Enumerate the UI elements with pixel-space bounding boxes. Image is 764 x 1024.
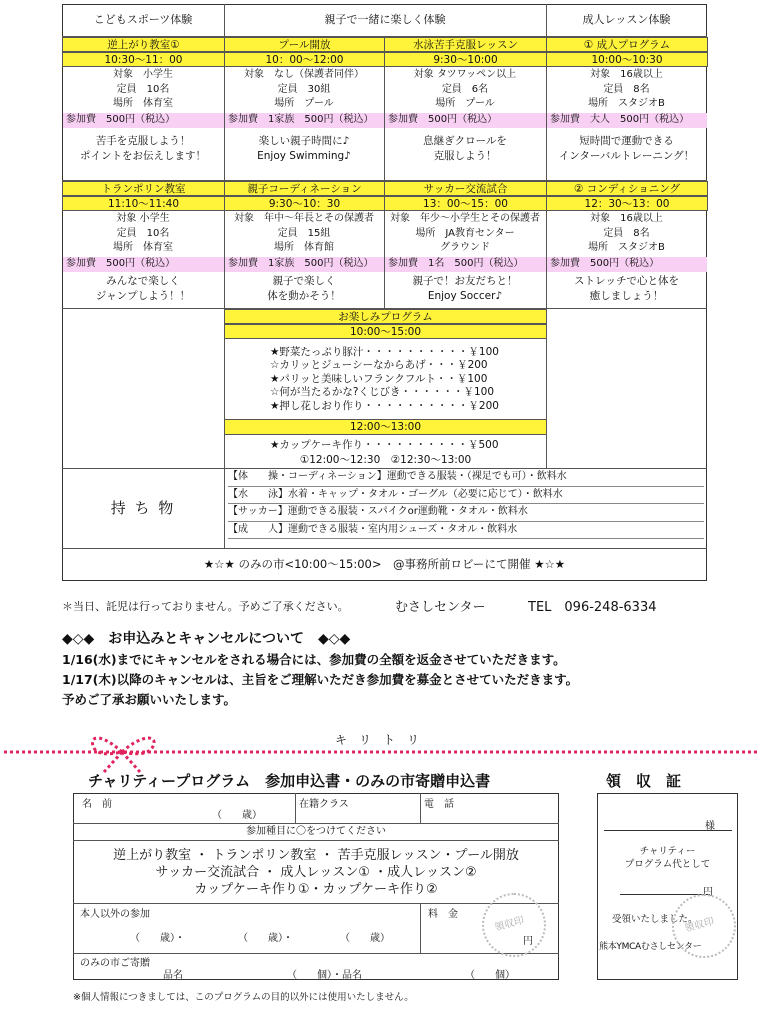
receipt-sama: 様 — [705, 821, 715, 832]
center-phone: TEL 096-248-6334 — [528, 600, 657, 615]
program-time: 9:30～10:00 — [384, 52, 547, 67]
program-description: 体を動かそう！ — [267, 290, 341, 302]
program-description: 楽しい親子時間に♪ — [258, 135, 350, 147]
fun-program-title: お楽しみプログラム — [224, 309, 547, 324]
program-fee: 参加費 1家族 500円（税込） — [225, 257, 384, 272]
receipt-stamp-label: 領収印 — [683, 916, 716, 935]
program-description: Enjoy Swimming♪ — [257, 150, 351, 162]
fun-item: ☆カリッとジューシーなからあげ・・・￥200 — [270, 359, 488, 372]
fun-program-time2: 12:00～13:00 — [224, 419, 547, 435]
receipt-purpose-line: チャリティー — [639, 846, 696, 857]
program-description: 息継ぎクロールを — [423, 135, 507, 147]
program-fee: 参加費 1名 500円（税込） — [385, 257, 546, 272]
program-detail: 定員 6名 — [441, 83, 489, 95]
program-option-line[interactable]: 逆上がり教室 ・ トランポリン教室 ・ 苦手克服レッスン・プール開放 — [113, 848, 519, 863]
form-title: チャリティープログラム 参加申込書・のみの市寄贈申込書 — [88, 772, 491, 790]
program-detail: 対象 小学生 — [116, 213, 170, 224]
form-stamp-label: 領収印 — [493, 915, 526, 934]
receipt-received: 受領いたしました。 — [612, 914, 698, 925]
phone-label: 電 話 — [424, 799, 454, 810]
others-label: 本人以外の参加 — [80, 909, 150, 920]
program-description: インターバルトレーニング！ — [558, 150, 695, 162]
cancel-heading: ◆◇◆ お申込みとキャンセルについて ◆◇◆ — [62, 631, 351, 647]
cancel-line: 1/16(水)までにキャンセルをされる場合には、参加費の全額を返金させていただきます。 — [62, 652, 566, 667]
receipt-amount-line[interactable] — [620, 880, 710, 895]
program-description: 克服しよう！ — [433, 150, 497, 162]
cancel-lines — [62, 650, 578, 710]
program-fee: 参加費 大人 500円（税込） — [547, 113, 707, 128]
cake-slots: ①12:00～12:30 ②12:30～13:00 — [299, 454, 472, 466]
program-detail: 対象 なし（保護者同伴） — [244, 69, 364, 80]
belongings-list — [228, 469, 704, 539]
program-detail: 定員 8名 — [603, 227, 650, 239]
header-adult: 成人レッスン体験 — [582, 13, 671, 26]
program-title: プール開放 — [224, 37, 385, 52]
class-input[interactable] — [300, 805, 415, 821]
receipt-title: 領 収 証 — [606, 772, 682, 790]
program-detail: 場所 スタジオB — [588, 242, 665, 253]
program-options[interactable] — [73, 847, 559, 898]
program-fee: 参加費 500円（税込） — [63, 113, 224, 128]
fun-item: ☆何が当たるかな?くじびき・・・・・・￥100 — [270, 386, 495, 399]
class-label: 在籍クラス — [299, 799, 349, 810]
fun-item: ★押し花しおり作り・・・・・・・・・・￥200 — [270, 399, 499, 412]
program-time: 11:10～11:40 — [62, 196, 225, 211]
belongings-line: 【体 操・コーディネーション】運動できる服装・（裸足でも可）・飲料水 — [228, 469, 704, 487]
program-option-line[interactable]: カップケーキ作り①・カップケーキ作り② — [194, 882, 438, 897]
fun-program-time: 10:00～15:00 — [224, 324, 547, 339]
program-fee: 参加費 500円（税込） — [63, 257, 224, 272]
program-time: 10:30～11：00 — [62, 52, 225, 67]
fee-yen: 円 — [523, 936, 533, 947]
program-title: サッカー交流試合 — [384, 181, 547, 196]
program-detail: 対象 16歳以上 — [590, 69, 663, 80]
program-time: 9:30～10：30 — [224, 196, 385, 211]
program-detail: 定員 15組 — [277, 227, 331, 239]
program-detail: 定員 30組 — [277, 83, 331, 95]
belongings-line: 【サッカー】運動できる服装・スパイクor運動靴・タオル・飲料水 — [228, 504, 704, 522]
fun-program-items — [270, 346, 499, 413]
program-fee: 参加費 500円（税込） — [385, 113, 546, 128]
belongings-line: 【水 泳】水着・キャップ・タオル・ゴーグル（必要に応じて）・飲料水 — [228, 487, 704, 505]
flea-market-note: ★☆★ のみの市<10:00～15:00> @事務所前ロビーにて開催 ★☆★ — [203, 557, 566, 571]
program-detail: 対象 16歳以上 — [590, 213, 663, 224]
program-description: みんなで楽しく — [106, 275, 180, 287]
donation-item-2[interactable]: （ 個）・品名 — [287, 970, 362, 981]
program-description: 親子で！お友だちと！ — [412, 275, 518, 287]
program-detail: 場所 スタジオB — [588, 98, 665, 109]
program-fee: 参加費 1家族 500円（税込） — [225, 113, 384, 128]
program-description: 苦手を克服しよう！ — [95, 135, 191, 147]
program-description: ジャンプしよう！！ — [95, 290, 191, 302]
program-detail: 対象 小学生 — [113, 69, 173, 80]
program-detail: 定員 10名 — [116, 83, 170, 95]
donation-label: のみの市ご寄贈 — [80, 958, 150, 969]
cancel-line: 予めご了承お願いいたします。 — [62, 692, 237, 707]
phone-input[interactable] — [425, 805, 555, 821]
no-childcare-note: ＊当日、託児は行っておりません。予めご了承ください。 — [62, 600, 349, 613]
fun-item: ★パリッと美味しいフランクフルト・・￥100 — [270, 372, 488, 385]
program-detail: 定員 8名 — [603, 83, 650, 95]
header-family: 親子で一緒に楽しく体験 — [324, 13, 446, 26]
other-participant-3[interactable]: （ 歳） — [340, 933, 390, 944]
belongings-line: 【成 人】運動できる服装・室内用シューズ・タオル・飲料水 — [228, 522, 704, 540]
program-detail: 対象 年少～小学生とその保護者 — [390, 213, 540, 224]
program-description: ポイントをお伝えします！ — [80, 150, 206, 162]
privacy-note: ※個人情報につきましては、このプログラムの目的以外には使用いたしません。 — [73, 992, 414, 1003]
receipt-issuer: 熊本YMCAむさしセンター — [599, 942, 702, 952]
other-participant-2[interactable]: （ 歳）・ — [238, 933, 293, 944]
circle-instruction: 参加種目に〇をつけてください — [246, 826, 386, 837]
program-detail: 場所 体育室 — [113, 98, 173, 109]
program-description: 短時間で運動できる — [579, 135, 674, 147]
center-name: むさしセンター — [395, 600, 486, 615]
other-participant-1[interactable]: （ 歳）・ — [130, 933, 185, 944]
program-detail: 場所 プール — [274, 98, 334, 109]
program-title: 逆上がり教室① — [62, 37, 225, 52]
program-detail: 対象 年中～年長とその保護者 — [234, 213, 374, 224]
program-title: ① 成人プログラム — [546, 37, 708, 52]
donation-item-3[interactable]: （ 個） — [465, 970, 515, 981]
program-detail: グラウンド — [440, 242, 490, 253]
program-description: 癒しましょう！ — [589, 290, 664, 302]
program-option-line[interactable]: サッカー交流試合 ・ 成人レッスン① ・成人レッスン② — [155, 865, 477, 880]
ribbon-icon — [92, 738, 154, 772]
program-time: 10:00～10:30 — [546, 52, 708, 67]
header-kids: こどもスポーツ体験 — [93, 13, 193, 26]
program-description: 親子で楽しく — [272, 275, 336, 287]
receipt-purpose-line: プログラム代として — [624, 859, 711, 870]
receipt-yen: 円 — [703, 887, 713, 898]
program-title: ② コンディショニング — [546, 181, 708, 196]
name-label: 名 前 — [82, 799, 112, 810]
donation-item-1[interactable]: 品名 — [163, 970, 183, 981]
program-time: 12：30～13：00 — [546, 196, 708, 211]
program-detail: 対象 タツワッペン以上 — [413, 69, 517, 80]
program-title: トランポリン教室 — [62, 181, 225, 196]
program-fee: 参加費 500円（税込） — [547, 257, 707, 272]
cake-item: ★カップケーキ作り・・・・・・・・・・￥500 — [270, 439, 499, 451]
program-title: 水泳苦手克服レッスン — [384, 37, 547, 52]
program-time: 10：00～12:00 — [224, 52, 385, 67]
program-detail: 場所 JA教育センター — [415, 227, 515, 239]
program-description: Enjoy Soccer♪ — [427, 290, 503, 302]
fun-item: ★野菜たっぷり豚汁・・・・・・・・・・￥100 — [270, 346, 499, 358]
receipt-purpose — [597, 845, 738, 871]
belongings-label: 持 ち 物 — [110, 499, 176, 517]
cancel-line: 1/17(木)以降のキャンセルは、主旨をご理解いただき参加費を募金とさせていただきます。 — [62, 672, 579, 687]
program-detail: 場所 体育館 — [274, 242, 334, 253]
program-detail: 場所 プール — [435, 98, 495, 109]
program-detail: 場所 体育室 — [113, 242, 173, 253]
cutline-label: キ リ ト リ — [335, 733, 420, 747]
age-field[interactable]: （ 歳） — [212, 810, 262, 821]
program-title: 親子コーディネーション — [224, 181, 385, 196]
program-description: ストレッチで心と体を — [574, 275, 679, 287]
program-detail: 定員 10名 — [116, 227, 170, 239]
fee-label: 料 金 — [428, 909, 458, 920]
program-time: 13：00～15：00 — [384, 196, 547, 211]
